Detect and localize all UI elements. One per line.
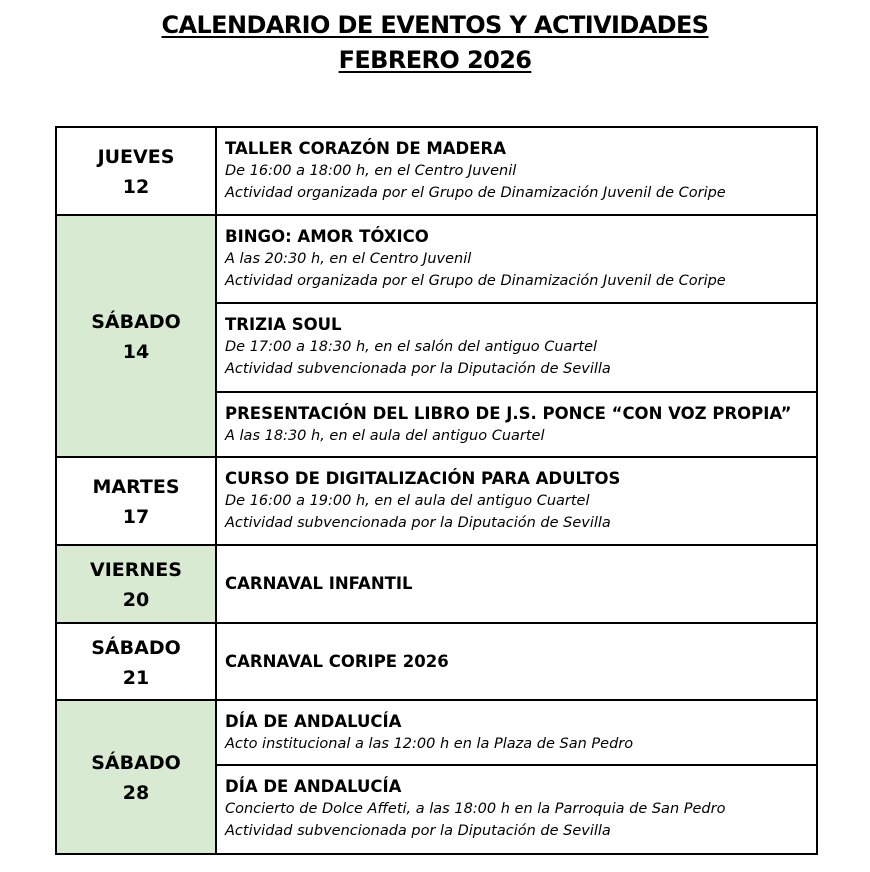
day-number: 14 — [122, 341, 150, 363]
day-cell — [56, 700, 216, 854]
day-weekday: JUEVES — [97, 146, 175, 168]
event-detail: Actividad subvencionada por la Diputación de Sevilla — [225, 515, 611, 531]
event-title: DÍA DE ANDALUCÍA — [225, 777, 402, 796]
event-detail: Actividad subvencionada por la Diputación de Sevilla — [225, 361, 611, 377]
event-row — [56, 127, 817, 215]
page-title-line2: FEBRERO 2026 — [338, 46, 532, 74]
event-row — [56, 215, 817, 303]
day-cell — [56, 215, 216, 457]
event-row — [56, 700, 817, 765]
event-row — [56, 457, 817, 545]
event-detail: A las 18:30 h, en el aula del antiguo Cuartel — [225, 428, 545, 444]
event-title: CARNAVAL INFANTIL — [225, 574, 413, 593]
day-weekday: SÁBADO — [91, 636, 181, 659]
day-weekday: SÁBADO — [91, 752, 181, 774]
event-detail: Actividad organizada por el Grupo de Dinamización Juvenil de Coripe — [225, 273, 726, 289]
event-detail: Concierto de Dolce Affeti, a las 18:00 h en la Parroquia de San Pedro — [225, 801, 726, 817]
event-row — [56, 545, 817, 623]
event-title: DÍA DE ANDALUCÍA — [225, 712, 402, 731]
event-detail: A las 20:30 h, en el Centro Juvenil — [225, 251, 472, 267]
event-title: TRIZIA SOUL — [225, 315, 342, 334]
event-cell — [216, 457, 817, 545]
event-cell — [216, 127, 817, 215]
day-weekday: VIERNES — [90, 559, 182, 581]
day-cell — [56, 545, 216, 623]
event-title: CURSO DE DIGITALIZACIÓN PARA ADULTOS — [225, 469, 621, 488]
day-number: 17 — [122, 506, 150, 528]
event-title: TALLER CORAZÓN DE MADERA — [225, 139, 506, 158]
event-title: PRESENTACIÓN DEL LIBRO DE J.S. PONCE “CON VOZ PROPIA” — [225, 404, 792, 423]
event-detail: Acto institucional a las 12:00 h en la Plaza de San Pedro — [225, 736, 634, 752]
event-cell — [216, 623, 817, 700]
day-cell — [56, 127, 216, 215]
day-cell — [56, 457, 216, 545]
day-weekday: MARTES — [92, 476, 180, 498]
event-detail: De 16:00 a 18:00 h, en el Centro Juvenil — [225, 163, 517, 179]
page-title-line1: CALENDARIO DE EVENTOS Y ACTIVIDADES — [161, 11, 709, 39]
event-cell — [216, 700, 817, 765]
event-detail: De 16:00 a 19:00 h, en el aula del antiguo Cuartel — [225, 493, 590, 509]
event-row — [56, 623, 817, 700]
event-title: CARNAVAL CORIPE 2026 — [225, 651, 449, 671]
events-calendar-table — [55, 126, 818, 855]
event-cell — [216, 392, 817, 457]
event-title: BINGO: AMOR TÓXICO — [225, 227, 429, 246]
event-cell — [216, 545, 817, 623]
event-detail: Actividad organizada por el Grupo de Dinamización Juvenil de Coripe — [225, 185, 726, 201]
day-weekday: SÁBADO — [91, 311, 181, 333]
event-detail: De 17:00 a 18:30 h, en el salón del antiguo Cuartel — [225, 339, 598, 355]
event-cell — [216, 303, 817, 392]
day-number: 12 — [122, 176, 150, 198]
event-cell — [216, 215, 817, 303]
calendar-body — [56, 127, 817, 854]
day-number: 20 — [122, 589, 150, 611]
day-number: 21 — [122, 666, 150, 689]
day-number: 28 — [122, 782, 150, 804]
event-detail: Actividad subvencionada por la Diputación de Sevilla — [225, 823, 611, 839]
day-cell — [56, 623, 216, 700]
event-cell — [216, 765, 817, 854]
